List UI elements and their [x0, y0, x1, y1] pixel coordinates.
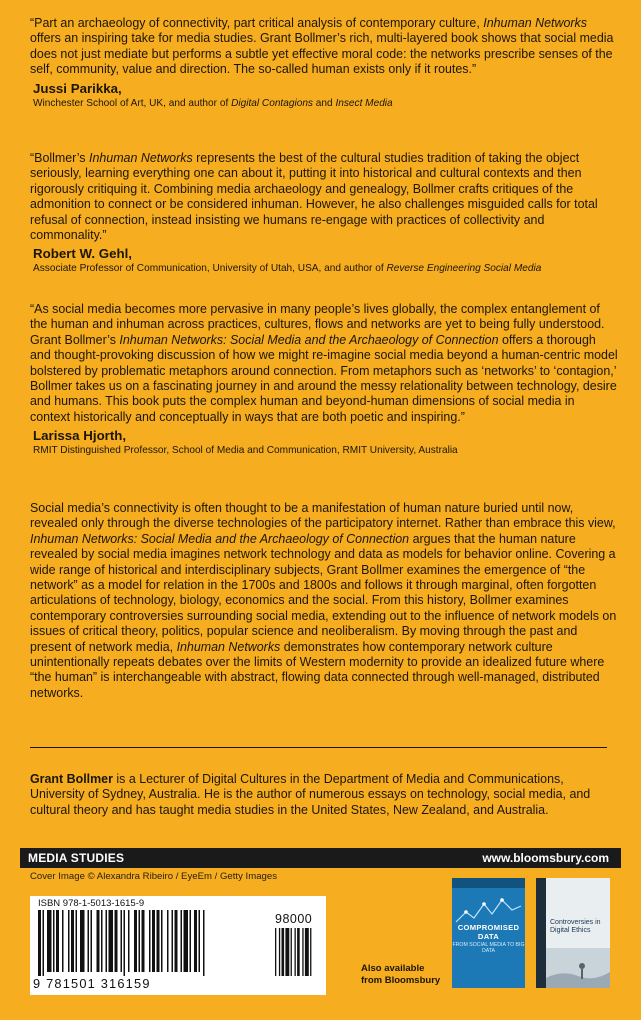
endorser-affiliation: Associate Professor of Communication, University of Utah, USA, and author of Reverse Engineering Social Media — [33, 263, 542, 275]
price-barcode-icon — [275, 928, 322, 976]
endorser-affiliation: RMIT Distinguished Professor, School of Media and Communication, RMIT University, Australia — [33, 445, 458, 457]
category-label: MEDIA STUDIES — [28, 851, 125, 865]
book-subtitle: FROM SOCIAL MEDIA TO BIG DATA — [452, 942, 525, 954]
related-book-digital-ethics[interactable] — [536, 878, 610, 988]
quote-text: “Bollmer’s Inhuman Networks represents the best of the cultural studies tradition of taking the object seriously, learning everything one can about it, putting it into historical and cultural contexts and then rigorously critiquing it. Combining media archaeology and genealogy, Bollmer crafts critiques of the admonition to connect or be considered inhuman. However, he also challenges misguided calls for total refusal of connection, instead insisting we humans re-engage with practices of collectivity and commonality.” — [30, 151, 598, 243]
cover-band — [452, 878, 525, 888]
endorsement-quote-2 — [30, 151, 618, 275]
endorser-name: Larissa Hjorth, — [33, 428, 127, 444]
cover-spine — [536, 878, 546, 988]
book-title: COMPROMISED DATA — [457, 923, 520, 941]
isbn-label: ISBN 978-1-5013-1615-9 — [38, 898, 145, 909]
author-bio: Grant Bollmer is a Lecturer of Digital Cultures in the Department of Media and Communications, University of Sydney, Australia. He is the author of numerous essays on technology, social media, and cultural theory and has taught media studies in the United States, New Zealand, and Australia. — [30, 772, 591, 817]
endorser-affiliation: Winchester School of Art, UK, and author of Digital Contagions and Insect Media — [33, 97, 393, 109]
quote-text: “Part an archaeology of connectivity, part critical analysis of contemporary culture, Inhuman Networks offers an inspiring take for media studies. Grant Bollmer’s rich, multi-layered book shows that social media does not just mediate but performs a subtle yet effective moral code: the networks prescribe senses of the self, community, value and direction. The so-called human exists only if it routes.” — [30, 16, 614, 77]
publisher-website-link[interactable]: www.bloomsbury.com — [482, 851, 609, 865]
category-bar — [20, 848, 621, 868]
barcode-icon — [38, 910, 263, 976]
endorser-name: Jussi Parikka, — [33, 80, 122, 96]
endorsement-quote-3 — [30, 302, 618, 457]
related-book-compromised-data[interactable] — [452, 878, 525, 988]
price-code: 98000 — [275, 912, 313, 926]
also-available-label: Also available from Bloomsbury — [361, 963, 441, 986]
endorsement-quote-1 — [30, 16, 618, 110]
author-name: Grant Bollmer — [30, 772, 113, 786]
book-title: Controversies in Digital Ethics — [550, 919, 601, 934]
cover-image-credit: Cover Image © Alexandra Ribeiro / EyeEm / Getty Images — [30, 871, 278, 882]
barcode-digits: 9 781501 316159 — [33, 976, 151, 991]
endorser-name: Robert W. Gehl, — [33, 246, 132, 262]
section-divider — [30, 747, 607, 748]
isbn-barcode — [30, 896, 326, 995]
book-description: Social media’s connectivity is often thought to be a manifestation of human nature buried until now, revealed only through the diverse technologies of the participatory internet. Rather than embrace this view, Inhuman Networks: Social Media and the Archaeology of Connection argues that the human nature revealed by social media imagines network technology and data as models for behavior online. Covering a wide range of historical and interdisciplinary subjects, Grant Bollmer examines the emergence of “the network” as a model for relation in the 1700s and 1800s and follows it through marginal, often forgotten articulations of technology, biology, economics and the social. From this history, Bollmer examines contemporary controversies surrounding social media, extending out to the influence of network models on issues of critical theory, politics, popular science and neoliberalism. By moving through the past and present of network media, Inhuman Networks demonstrates how contemporary network culture unintentionally repeats debates over the limits of Western modernity to provide an idealized future where “the human” is interchangeable with abstract, flowing data connected through well-managed, distributed networks. — [30, 501, 617, 700]
quote-text: “As social media becomes more pervasive in many people’s lives globally, the complex entanglement of the human and inhuman across practices, cultures, flows and networks are yet to being fully understood. Grant Bollmer’s Inhuman Networks: Social Media and the Archaeology of Connection offers a thorough and thought-provoking discussion of how we might re-imagine social media beyond a human-centric model bolstered by problematic metaphors around connection. From metaphors such as ‘networks’ to ‘contagion,’ Bollmer takes us on a fascinating journey in and around the messy relationality between technology, desire and humans. This book puts the complex human and beyond-human dimensions of social media in context historically and conceptually in ways that are both poetic and inspiring.” — [30, 302, 618, 424]
cover-photo-icon — [546, 948, 610, 988]
